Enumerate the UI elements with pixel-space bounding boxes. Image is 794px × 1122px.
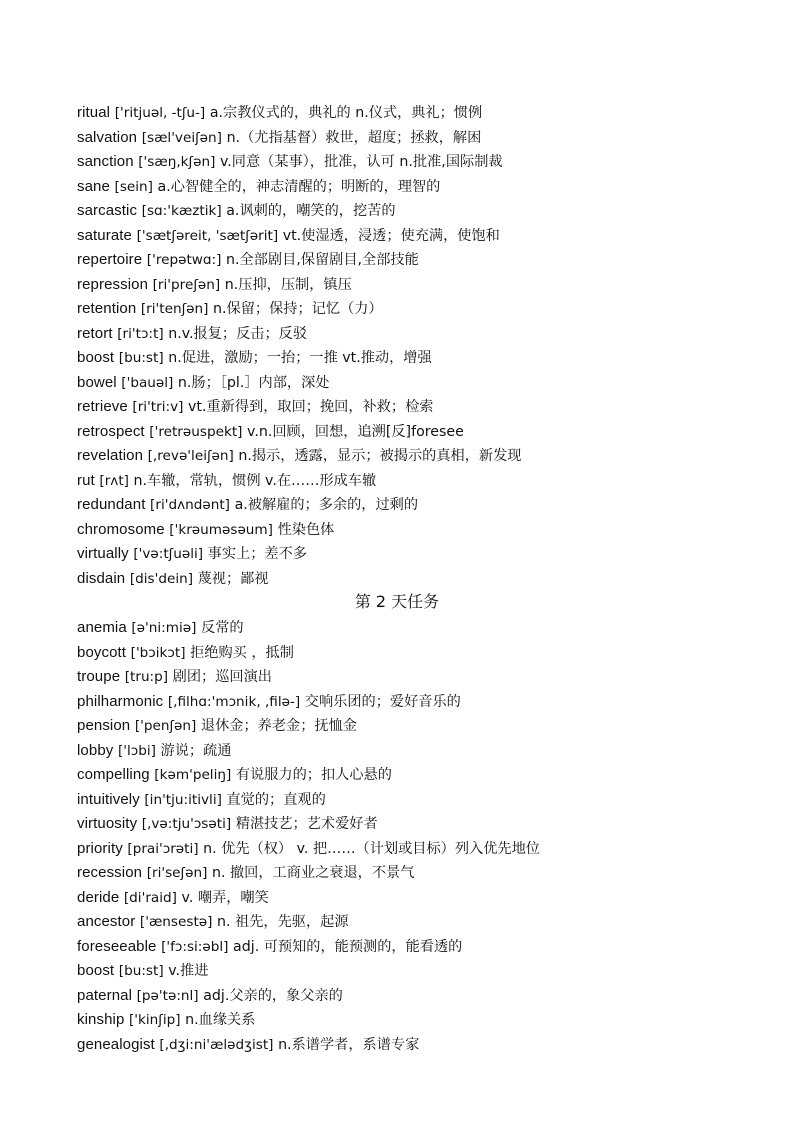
vocab-word: virtuosity <box>77 815 138 832</box>
vocab-pronunciation: [in'tju:itivli] <box>144 791 222 808</box>
vocab-word: retention <box>77 300 137 317</box>
vocab-entry <box>77 788 767 813</box>
vocab-word: retort <box>77 324 113 342</box>
vocab-word: foreseeable <box>77 937 157 955</box>
vocab-definition: v.同意（某事），批准，认可 n.批准,国际制裁 <box>219 154 503 170</box>
vocab-definition: 游说；疏通 <box>160 742 232 759</box>
vocab-entry <box>77 837 767 862</box>
vocab-word: sanction <box>77 153 134 170</box>
section-title: 第 2 天任务 <box>354 592 440 611</box>
vocab-definition: n.（尤指基督）救世，超度；拯救，解困 <box>226 129 482 146</box>
vocab-entry <box>77 371 767 396</box>
vocab-pronunciation: [,dʒi:ni'ælədʒist] <box>159 1036 274 1053</box>
vocab-entry <box>77 616 767 641</box>
vocab-definition: 有说服力的；扣人心悬的 <box>235 767 392 783</box>
vocab-entry <box>77 322 767 347</box>
vocab-definition: v.n.回顾，回想，追溯[反]foresee <box>247 423 464 440</box>
vocab-word: kinship <box>77 1011 125 1028</box>
vocab-word: retrieve <box>77 398 128 415</box>
vocab-pronunciation: [tru:p] <box>124 669 169 685</box>
vocab-word: pension <box>77 717 131 734</box>
vocab-word: retrospect <box>77 422 145 440</box>
vocab-entry <box>77 346 767 371</box>
vocab-pronunciation: ['ritjuəl, -tʃu-] <box>114 105 206 121</box>
vocab-entry <box>77 641 767 666</box>
vocab-pronunciation: [ə'ni:miə] <box>131 620 197 636</box>
vocab-word: boost <box>77 962 115 979</box>
vocab-pronunciation: [rʌt] <box>99 472 129 489</box>
vocab-entry <box>77 150 767 175</box>
vocab-word: salvation <box>77 128 138 146</box>
vocab-entry <box>77 1033 767 1058</box>
vocab-entry <box>77 224 767 249</box>
vocab-pronunciation: [sein] <box>114 178 153 195</box>
vocab-pronunciation: ['lɔbi] <box>117 742 156 759</box>
vocab-word: ancestor <box>77 913 136 930</box>
vocab-pronunciation: [ri'tenʃən] <box>140 301 209 317</box>
vocab-pronunciation: [bu:st] <box>118 350 164 366</box>
vocab-definition: n.保留；保持；记忆（力） <box>213 301 383 317</box>
vocab-entry <box>77 959 767 984</box>
vocab-entry <box>77 101 767 126</box>
vocab-entry <box>77 812 767 837</box>
vocab-entry <box>77 886 767 911</box>
vocab-word: bowel <box>77 373 117 391</box>
vocab-pronunciation: ['fɔ:si:əbl] <box>161 938 229 955</box>
vocab-entry <box>77 248 767 273</box>
vocab-definition: a.心智健全的，神志清醒的；明断的，理智的 <box>157 178 441 195</box>
vocab-word: sarcastic <box>77 202 138 219</box>
vocab-entry <box>77 493 767 518</box>
vocab-definition: a.讽刺的，嘲笑的，挖苦的 <box>226 203 396 219</box>
vocab-word: philharmonic <box>77 692 164 710</box>
vocab-definition: vt.重新得到，取回；挽回，补救；检索 <box>188 399 434 415</box>
vocab-definition: adj.父亲的，象父亲的 <box>203 987 343 1004</box>
vocab-definition: n.促进，激励；一抬；一推 vt.推动，增强 <box>168 350 432 366</box>
vocab-definition: n. 祖先，先驱，起源 <box>217 914 349 930</box>
vocab-pronunciation: [kəm'peliŋ] <box>154 767 232 783</box>
vocab-entry <box>77 910 767 935</box>
vocab-pronunciation: ['repətwɑ:] <box>146 252 222 268</box>
vocab-pronunciation: ['ænsestə] <box>139 914 213 930</box>
vocab-definition: 事实上；差不多 <box>207 546 307 562</box>
vocab-pronunciation: [sɑ:'kæztik] <box>141 203 222 219</box>
vocab-definition: n.血缘关系 <box>185 1012 256 1028</box>
vocab-pronunciation: [,və:tju'ɔsəti] <box>141 816 232 832</box>
vocab-pronunciation: [sæl'veiʃən] <box>141 129 222 146</box>
vocab-word: troupe <box>77 668 121 685</box>
vocab-pronunciation: [ri'tri:v] <box>132 399 184 415</box>
vocab-pronunciation: [ri'seʃən] <box>146 865 208 881</box>
vocab-definition: 剧团；巡回演出 <box>172 669 272 685</box>
vocab-pronunciation: [di'raid] <box>123 889 177 906</box>
vocab-definition: 性染色体 <box>277 521 335 538</box>
vocab-definition: n.揭示，透露，显示；被揭示的真相，新发现 <box>238 448 522 464</box>
vocab-definition: n.压抑，压制，镇压 <box>224 276 352 293</box>
vocab-word: boost <box>77 349 115 366</box>
vocab-entry <box>77 175 767 200</box>
vocab-definition: 反常的 <box>201 620 244 636</box>
vocab-definition: n.全部剧目,保留剧目,全部技能 <box>226 252 419 268</box>
vocab-pronunciation: [bu:st] <box>118 963 164 979</box>
vocab-pronunciation: [,revə'leiʃən] <box>147 448 234 464</box>
vocab-entry <box>77 273 767 298</box>
vocab-word: redundant <box>77 496 146 513</box>
vocab-word: lobby <box>77 741 114 759</box>
vocab-word: deride <box>77 888 120 906</box>
vocab-entry <box>77 861 767 886</box>
vocab-word: disdain <box>77 569 126 587</box>
vocab-pronunciation: [pə'tə:nl] <box>136 987 199 1004</box>
vocab-word: intuitively <box>77 790 140 808</box>
vocab-word: rut <box>77 471 95 489</box>
vocab-entry <box>77 126 767 151</box>
vocab-pronunciation: ['bauəl] <box>121 374 174 391</box>
vocab-entry <box>77 714 767 739</box>
vocab-entry <box>77 984 767 1009</box>
vocab-definition: 退休金；养老金；抚恤金 <box>200 718 357 734</box>
vocab-definition: n. 撤回，工商业之衰退，不景气 <box>211 865 415 881</box>
vocab-entry <box>77 935 767 960</box>
vocab-word: compelling <box>77 766 150 783</box>
vocab-word: priority <box>77 839 123 857</box>
vocab-entry <box>77 199 767 224</box>
vocab-pronunciation: ['penʃən] <box>134 718 197 734</box>
vocab-definition: v.推进 <box>168 963 209 979</box>
vocab-definition: a.被解雇的；多余的，过剩的 <box>234 497 419 513</box>
vocab-list-day2 <box>77 616 767 1057</box>
vocab-definition: 拒绝购买 ，抵制 <box>190 644 294 661</box>
vocab-entry <box>77 444 767 469</box>
vocab-definition: 精湛技艺；艺术爱好者 <box>235 816 378 832</box>
vocab-entry <box>77 739 767 764</box>
vocab-entry <box>77 690 767 715</box>
vocab-definition: n.系谱学者，系谱专家 <box>278 1036 420 1053</box>
vocab-entry <box>77 518 767 543</box>
vocab-pronunciation: [ri'dʌndənt] <box>150 497 230 513</box>
vocab-pronunciation: ['və:tʃuəli] <box>133 546 204 562</box>
vocab-word: virtually <box>77 545 129 562</box>
vocab-definition: 蔑视；鄙视 <box>197 570 269 587</box>
vocab-pronunciation: ['sæŋ,kʃən] <box>138 154 216 170</box>
vocab-word: sane <box>77 177 110 195</box>
vocab-definition: adj. 可预知的，能预测的，能看透的 <box>233 938 463 955</box>
vocab-pronunciation: ['sætʃəreit, 'sætʃərit] <box>136 227 279 244</box>
vocab-entry <box>77 469 767 494</box>
vocab-pronunciation: ['krəuməsəum] <box>169 521 273 538</box>
vocab-word: paternal <box>77 986 133 1004</box>
vocab-definition: n.肠；［pl.］内部，深处 <box>177 374 330 391</box>
vocab-definition: 直觉的；直观的 <box>226 791 326 808</box>
vocab-entry <box>77 395 767 420</box>
vocab-entry <box>77 763 767 788</box>
vocab-list-day1 <box>77 101 767 591</box>
vocab-pronunciation: [ri'tɔ:t] <box>117 325 164 342</box>
vocab-definition: a.宗教仪式的，典礼的 n.仪式，典礼；惯例 <box>209 105 483 121</box>
vocab-entry <box>77 542 767 567</box>
vocab-word: revelation <box>77 447 144 464</box>
vocab-definition: 交响乐团的；爱好音乐的 <box>304 693 461 710</box>
vocab-entry <box>77 1008 767 1033</box>
vocab-pronunciation: ['kinʃip] <box>128 1012 181 1028</box>
vocab-entry <box>77 665 767 690</box>
vocab-word: anemia <box>77 619 127 636</box>
vocab-definition: n.车辙，常轨，惯例 v.在……形成车辙 <box>133 472 377 489</box>
vocab-pronunciation: [,filhɑ:'mɔnik, ,filə-] <box>167 693 301 710</box>
vocab-pronunciation: [dis'dein] <box>129 570 194 587</box>
vocab-pronunciation: [prai'ɔrəti] <box>127 840 199 857</box>
vocab-word: repertoire <box>77 251 143 268</box>
vocab-entry <box>77 420 767 445</box>
vocab-entry <box>77 297 767 322</box>
vocab-word: genealogist <box>77 1035 155 1053</box>
vocab-definition: n.v.报复；反击；反驳 <box>168 325 308 342</box>
vocab-word: boycott <box>77 643 127 661</box>
vocab-word: chromosome <box>77 520 165 538</box>
vocab-definition: vt.使湿透，浸透；使充满，使饱和 <box>282 227 500 244</box>
vocab-word: repression <box>77 275 149 293</box>
vocab-definition: n. 优先（权） v. 把……（计划或目标）列入优先地位 <box>203 840 540 857</box>
vocab-pronunciation: ['retrəuspekt] <box>149 423 243 440</box>
vocab-word: saturate <box>77 226 132 244</box>
vocab-pronunciation: [ri'preʃən] <box>152 276 221 293</box>
vocab-pronunciation: ['bɔikɔt] <box>130 644 186 661</box>
vocab-word: ritual <box>77 104 111 121</box>
vocab-word: recession <box>77 864 143 881</box>
vocab-definition: v. 嘲弄，嘲笑 <box>181 889 269 906</box>
